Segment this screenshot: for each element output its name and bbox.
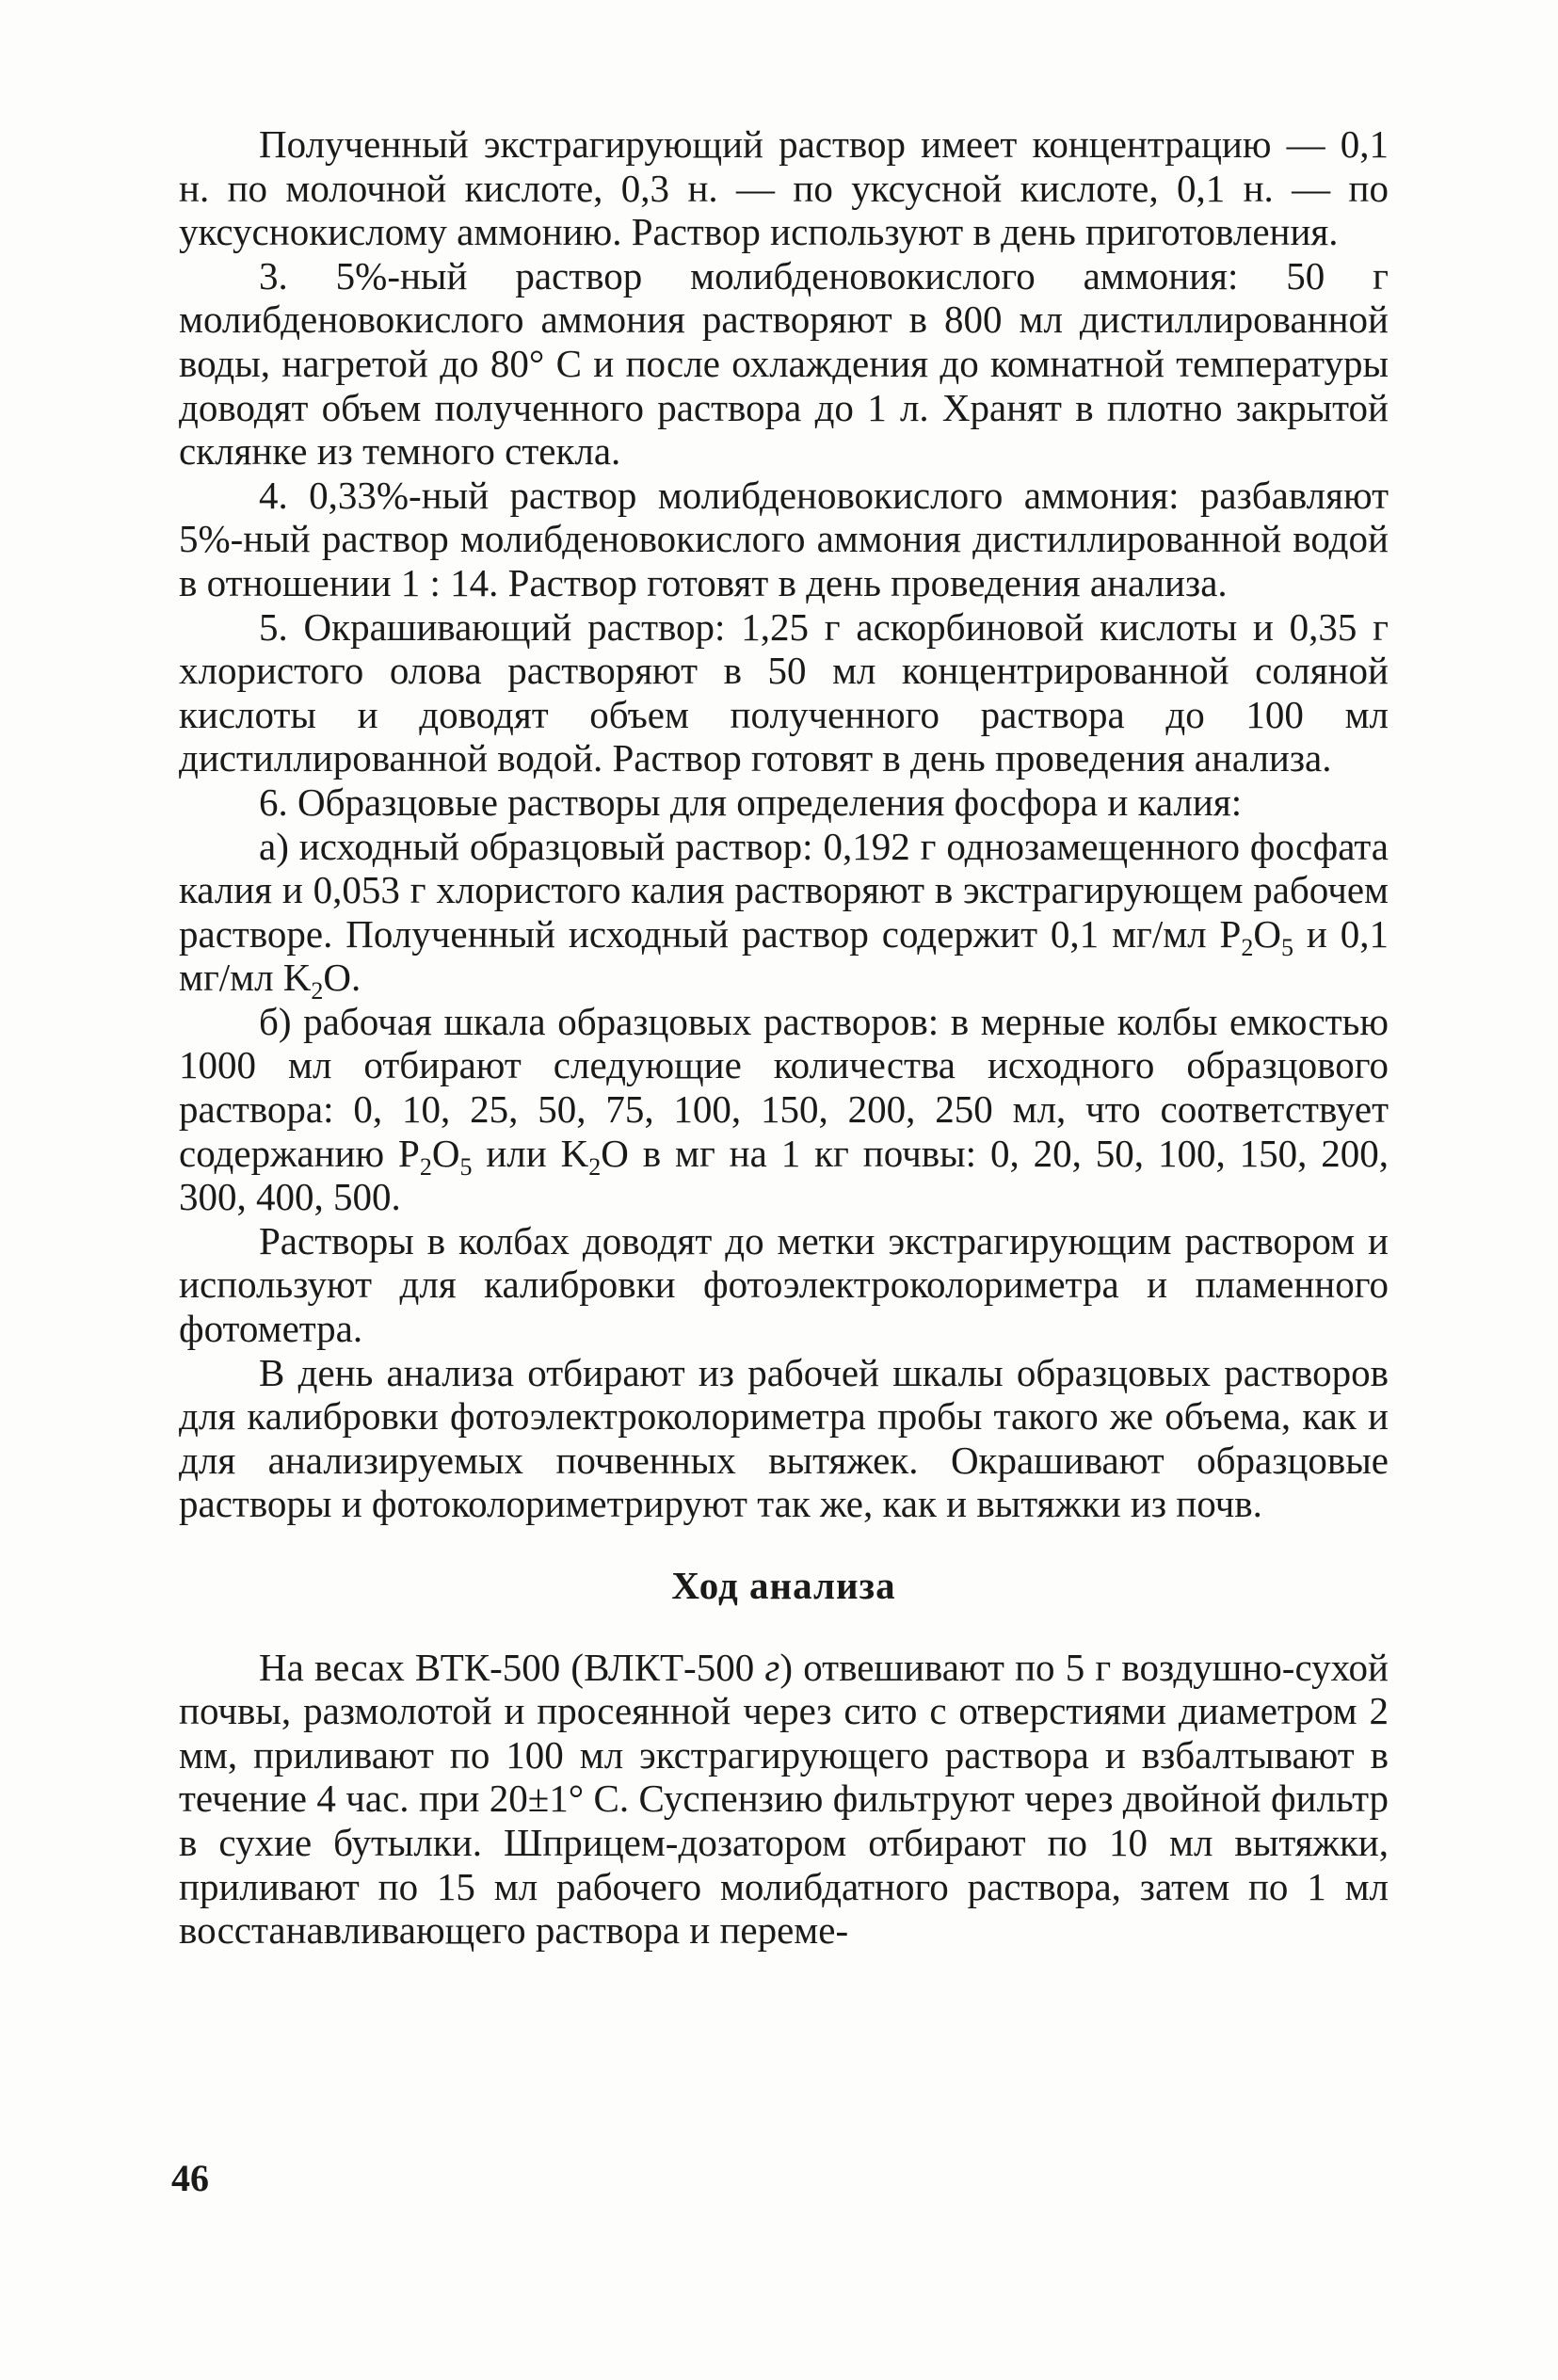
- text-run: или K: [472, 1131, 589, 1175]
- paragraph-item-6a: [179, 824, 1389, 1005]
- paragraph-item-6: 6. Образцовые растворы для определения фосфора и калия:: [259, 780, 1243, 824]
- page-body: [179, 122, 1389, 1953]
- subscript: 5: [1280, 933, 1293, 961]
- paragraph-item-4: 4. 0,33%-ный раствор молибденовокислого аммония: разбавляют 5%-ный раствор молибденовокислого аммония дистиллированной водой в отношении 1 : 14. Раствор готовят в день проведения анализа.: [179, 473, 1389, 604]
- paragraph-item-3: 3. 5%-ный раствор молибденовокислого аммония: 50 г молибденовокислого аммония растворяют в 800 мл дистиллированной воды, нагретой до 80° С и после охлаждения до комнатной температуры доводят объем полученного раствора до 1 л. Хранят в плотно закрытой склянке из темного стекла.: [179, 253, 1389, 474]
- text-run: ) отвешивают по 5 г воздушно-сухой почвы, размолотой и просеянной через сито с отверстиями диаметром 2 мм, приливают по 100 мл экстрагирующего раствора и взбалтывают в течение 4 час. при 20±1° С. Суспензию фильтруют через двойной фильтр в сухие бутылки. Шприцем-дозатором отбирают по 10 мл вытяжки, приливают по 15 мл рабочего молибдатного раствора, затем по 1 мл восстанавливающего раствора и переме-: [179, 1645, 1389, 1953]
- section-heading: Ход анализа: [671, 1564, 896, 1607]
- text-run: На весах ВТК-500 (ВЛКТ-500: [259, 1645, 765, 1689]
- paragraph-analysis-day: В день анализа отбирают из рабочей шкалы образцовых растворов для калибровки фотоэлектроколориметра пробы такого же объема, как и для анализируемых почвенных вытяжек. Окрашивают образцовые растворы и фотоколориметрируют так же, как и вытяжки из почв.: [179, 1350, 1389, 1526]
- subscript: 2: [419, 1152, 432, 1181]
- subscript: 2: [588, 1152, 602, 1181]
- text-run: а) исходный образцовый раствор: 0,192 г однозамещенного фосфата калия и 0,053 г хлористого калия растворяют в экстрагирующем рабочем растворе. Полученный исходный раствор содержит 0,1 мг/мл P: [179, 824, 1389, 956]
- paragraph-item-5: 5. Окрашивающий раствор: 1,25 г аскорбиновой кислоты и 0,35 г хлористого олова растворяют в 50 мл концентрированной соляной кислоты и доводят объем полученного раствора до 100 мл дистиллированной водой. Раствор готовят в день проведения анализа.: [179, 604, 1389, 780]
- italic-unit: г: [764, 1645, 780, 1689]
- subscript: 2: [1241, 933, 1254, 961]
- subscript: 2: [311, 977, 324, 1005]
- subscript: 5: [459, 1152, 473, 1181]
- page-number: 46: [171, 2157, 209, 2199]
- text-run: и 0,1 мг/мл K: [179, 911, 1389, 1000]
- text-run: O: [1253, 911, 1281, 956]
- text-run: O в мг на 1 кг почвы: 0, 20, 50, 100, 150, 200, 300, 400, 500.: [179, 1131, 1389, 1219]
- paragraph-flasks: Растворы в колбах доводят до метки экстрагирующим раствором и используют для калибровки фотоэлектроколориметра и пламенного фотометра.: [179, 1218, 1389, 1351]
- text-run: O: [431, 1131, 460, 1175]
- text-run: б) рабочая шкала образцовых растворов: в мерные колбы емкостью 1000 мл отбирают следующие количества исходного образцового раствора: 0, 10, 25, 50, 75, 100, 150, 200, 250 мл, что соответствует содержанию P: [179, 999, 1389, 1175]
- paragraph-procedure: [179, 1646, 1389, 1953]
- paragraph-extract-concentration: Полученный экстрагирующий раствор имеет концентрацию — 0,1 н. по молочной кислоте, 0,3 н. — по уксусной кислоте, 0,1 н. — по уксуснокислому аммонию. Раствор используют в день приготовления.: [179, 122, 1389, 254]
- text-run: O.: [323, 956, 361, 1000]
- paragraph-item-6b: [179, 1000, 1389, 1219]
